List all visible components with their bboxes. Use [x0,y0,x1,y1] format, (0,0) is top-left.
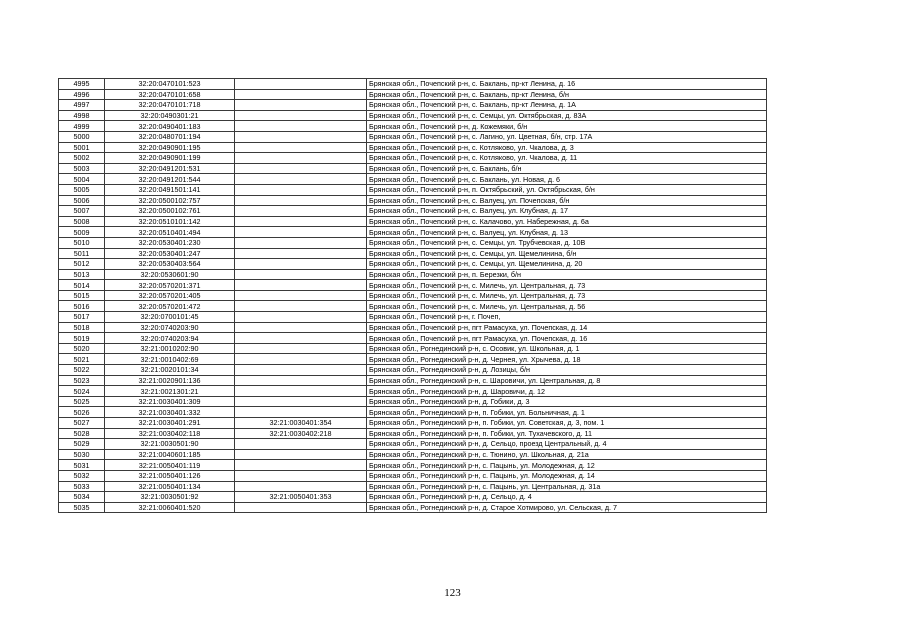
table-row [59,492,767,503]
table-row [59,333,767,344]
linked-cadastral-number-cell [235,153,367,164]
table-row [59,428,767,439]
cadastral-number-cell: 32:20:0530401:247 [105,248,235,259]
row-number-cell: 5003 [59,163,105,174]
row-number-cell: 5026 [59,407,105,418]
cadastral-number-cell: 32:20:0570201:472 [105,301,235,312]
row-number-cell: 5031 [59,460,105,471]
row-number-cell: 5025 [59,396,105,407]
row-number-cell: 5014 [59,280,105,291]
address-cell: Брянская обл., Почепский р-н, с. Валуец, ул. Почепская, б/н [367,195,767,206]
row-number-cell: 5027 [59,418,105,429]
linked-cadastral-number-cell [235,206,367,217]
row-number-cell: 5013 [59,269,105,280]
address-cell: Брянская обл., Почепский р-н, г. Почеп, [367,312,767,323]
row-number-cell: 5033 [59,481,105,492]
table-row [59,365,767,376]
table-row [59,184,767,195]
cadastral-number-cell: 32:21:0040601:185 [105,449,235,460]
cadastral-number-cell: 32:20:0490901:195 [105,142,235,153]
address-cell: Брянская обл., Почепский р-н, с. Баклань, ул. Новая, д. 6 [367,174,767,185]
cadastral-number-cell: 32:21:0050401:126 [105,470,235,481]
cadastral-number-cell: 32:20:0490301:21 [105,110,235,121]
linked-cadastral-number-cell: 32:21:0050401:353 [235,492,367,503]
linked-cadastral-number-cell [235,100,367,111]
cadastral-number-cell: 32:20:0490901:199 [105,153,235,164]
linked-cadastral-number-cell [235,131,367,142]
linked-cadastral-number-cell [235,502,367,513]
linked-cadastral-number-cell [235,333,367,344]
table-row [59,269,767,280]
address-cell: Брянская обл., Почепский р-н, с. Валуец, ул. Клубная, д. 13 [367,227,767,238]
linked-cadastral-number-cell [235,354,367,365]
table-row [59,110,767,121]
row-number-cell: 5022 [59,365,105,376]
linked-cadastral-number-cell: 32:21:0030401:354 [235,418,367,429]
row-number-cell: 5028 [59,428,105,439]
row-number-cell: 5017 [59,312,105,323]
row-number-cell: 5015 [59,290,105,301]
table-row [59,407,767,418]
linked-cadastral-number-cell [235,79,367,90]
row-number-cell: 5010 [59,237,105,248]
cadastral-number-cell: 32:20:0491501:141 [105,184,235,195]
linked-cadastral-number-cell [235,470,367,481]
address-cell: Брянская обл., Почепский р-н, с. Калачово, ул. Набережная, д. 6а [367,216,767,227]
cadastral-number-cell: 32:20:0740203:90 [105,322,235,333]
row-number-cell: 5000 [59,131,105,142]
linked-cadastral-number-cell [235,174,367,185]
address-cell: Брянская обл., Почепский р-н, с. Семцы, ул. Щемелинина, б/н [367,248,767,259]
table-row [59,301,767,312]
row-number-cell: 4999 [59,121,105,132]
table-row [59,195,767,206]
row-number-cell: 5011 [59,248,105,259]
address-cell: Брянская обл., Рогнединский р-н, с. Тюнино, ул. Школьная, д. 21а [367,449,767,460]
address-cell: Брянская обл., Рогнединский р-н, д. Лозицы, б/н [367,365,767,376]
address-cell: Брянская обл., Почепский р-н, с. Лагино, ул. Цветная, б/н, стр. 17А [367,131,767,142]
linked-cadastral-number-cell [235,396,367,407]
linked-cadastral-number-cell [235,460,367,471]
address-cell: Брянская обл., Почепский р-н, с. Милечь, ул. Центральная, д. 56 [367,301,767,312]
linked-cadastral-number-cell: 32:21:0030402:218 [235,428,367,439]
row-number-cell: 4998 [59,110,105,121]
linked-cadastral-number-cell [235,312,367,323]
cadastral-number-cell: 32:21:0030401:309 [105,396,235,407]
table-row [59,153,767,164]
address-cell: Брянская обл., Почепский р-н, п. Березки, б/н [367,269,767,280]
row-number-cell: 4995 [59,79,105,90]
table-row [59,502,767,513]
row-number-cell: 5008 [59,216,105,227]
address-cell: Брянская обл., Рогнединский р-н, с. Пацынь, ул. Молодежная, д. 14 [367,470,767,481]
cadastral-number-cell: 32:20:0570201:405 [105,290,235,301]
cadastral-number-cell: 32:20:0530401:230 [105,237,235,248]
table-row [59,131,767,142]
row-number-cell: 5032 [59,470,105,481]
address-cell: Брянская обл., Почепский р-н, п. Октябрьский, ул. Октябрьская, б/н [367,184,767,195]
table-row [59,100,767,111]
linked-cadastral-number-cell [235,481,367,492]
linked-cadastral-number-cell [235,163,367,174]
cadastral-number-cell: 32:20:0470101:523 [105,79,235,90]
row-number-cell: 4997 [59,100,105,111]
linked-cadastral-number-cell [235,343,367,354]
table-row [59,290,767,301]
linked-cadastral-number-cell [235,439,367,450]
row-number-cell: 5030 [59,449,105,460]
table-row [59,418,767,429]
row-number-cell: 5002 [59,153,105,164]
address-cell: Брянская обл., Почепский р-н, с. Баклань, пр-кт Ленина, д. 1А [367,100,767,111]
table-row [59,481,767,492]
address-cell: Брянская обл., Рогнединский р-н, д. Шаровичи, д. 12 [367,386,767,397]
address-cell: Брянская обл., Почепский р-н, д. Кожемяки, б/н [367,121,767,132]
row-number-cell: 5016 [59,301,105,312]
cadastral-number-cell: 32:21:0030401:291 [105,418,235,429]
cadastral-number-cell: 32:21:0060401:520 [105,502,235,513]
row-number-cell: 5018 [59,322,105,333]
row-number-cell: 5012 [59,259,105,270]
table-row [59,470,767,481]
address-cell: Брянская обл., Почепский р-н, пгт Рамасуха, ул. Почепская, д. 14 [367,322,767,333]
linked-cadastral-number-cell [235,121,367,132]
table-row [59,375,767,386]
row-number-cell: 5035 [59,502,105,513]
table-row [59,449,767,460]
address-cell: Брянская обл., Рогнединский р-н, п. Гобики, ул. Советская, д. 3, пом. 1 [367,418,767,429]
cadastral-number-cell: 32:20:0510401:494 [105,227,235,238]
cadastral-number-cell: 32:20:0530601:90 [105,269,235,280]
linked-cadastral-number-cell [235,227,367,238]
page-number: 123 [444,587,461,599]
address-cell: Брянская обл., Рогнединский р-н, д. Гобики, д. 3 [367,396,767,407]
cadastral-number-cell: 32:21:0030501:90 [105,439,235,450]
cadastral-number-cell: 32:20:0470101:718 [105,100,235,111]
table-row [59,79,767,90]
row-number-cell: 5024 [59,386,105,397]
linked-cadastral-number-cell [235,269,367,280]
linked-cadastral-number-cell [235,449,367,460]
table-row [59,89,767,100]
table-row [59,439,767,450]
cadastral-number-cell: 32:20:0510101:142 [105,216,235,227]
row-number-cell: 5021 [59,354,105,365]
cadastral-number-cell: 32:20:0491201:531 [105,163,235,174]
registry-table [58,78,767,513]
address-cell: Брянская обл., Почепский р-н, с. Семцы, ул. Октябрьская, д. 83А [367,110,767,121]
linked-cadastral-number-cell [235,259,367,270]
table-row [59,280,767,291]
row-number-cell: 5006 [59,195,105,206]
linked-cadastral-number-cell [235,280,367,291]
address-cell: Брянская обл., Рогнединский р-н, с. Пацынь, ул. Центральная, д. 31а [367,481,767,492]
table-row [59,142,767,153]
cadastral-number-cell: 32:21:0030402:118 [105,428,235,439]
row-number-cell: 5019 [59,333,105,344]
cadastral-number-cell: 32:20:0491201:544 [105,174,235,185]
cadastral-number-cell: 32:21:0050401:119 [105,460,235,471]
table-row [59,237,767,248]
linked-cadastral-number-cell [235,216,367,227]
address-cell: Брянская обл., Рогнединский р-н, с. Шаровичи, ул. Центральная, д. 8 [367,375,767,386]
cadastral-number-cell: 32:21:0050401:134 [105,481,235,492]
table-row [59,343,767,354]
table-row [59,259,767,270]
cadastral-number-cell: 32:20:0500102:757 [105,195,235,206]
address-cell: Брянская обл., Рогнединский р-н, д. Сельцо, проезд Центральный, д. 4 [367,439,767,450]
cadastral-number-cell: 32:20:0530403:564 [105,259,235,270]
table-row [59,322,767,333]
row-number-cell: 5029 [59,439,105,450]
linked-cadastral-number-cell [235,290,367,301]
address-cell: Брянская обл., Почепский р-н, пгт Рамасуха, ул. Почепская, д. 16 [367,333,767,344]
address-cell: Брянская обл., Рогнединский р-н, д. Чернея, ул. Хрычева, д. 18 [367,354,767,365]
linked-cadastral-number-cell [235,89,367,100]
table-row [59,386,767,397]
cadastral-number-cell: 32:20:0500102:761 [105,206,235,217]
row-number-cell: 5009 [59,227,105,238]
registry-table-body [59,79,767,513]
table-row [59,312,767,323]
address-cell: Брянская обл., Рогнединский р-н, с. Осовик, ул. Школьная, д. 1 [367,343,767,354]
cadastral-number-cell: 32:21:0010202:90 [105,343,235,354]
cadastral-number-cell: 32:21:0030501:92 [105,492,235,503]
table-row [59,354,767,365]
cadastral-number-cell: 32:21:0020901:136 [105,375,235,386]
row-number-cell: 4996 [59,89,105,100]
linked-cadastral-number-cell [235,322,367,333]
address-cell: Брянская обл., Почепский р-н, с. Валуец, ул. Клубная, д. 17 [367,206,767,217]
cadastral-number-cell: 32:21:0021301:21 [105,386,235,397]
linked-cadastral-number-cell [235,142,367,153]
linked-cadastral-number-cell [235,184,367,195]
address-cell: Брянская обл., Почепский р-н, с. Семцы, ул. Трубчевская, д. 10В [367,237,767,248]
address-cell: Брянская обл., Почепский р-н, с. Милечь, ул. Центральная, д. 73 [367,290,767,301]
linked-cadastral-number-cell [235,237,367,248]
address-cell: Брянская обл., Почепский р-н, с. Баклань, пр-кт Ленина, б/н [367,89,767,100]
cadastral-number-cell: 32:21:0020101:34 [105,365,235,376]
table-row [59,121,767,132]
table-row [59,163,767,174]
address-cell: Брянская обл., Почепский р-н, с. Баклань, б/н [367,163,767,174]
address-cell: Брянская обл., Почепский р-н, с. Котляково, ул. Чкалова, д. 3 [367,142,767,153]
row-number-cell: 5020 [59,343,105,354]
linked-cadastral-number-cell [235,110,367,121]
address-cell: Брянская обл., Почепский р-н, с. Баклань, пр-кт Ленина, д. 16 [367,79,767,90]
cadastral-number-cell: 32:20:0700101:45 [105,312,235,323]
row-number-cell: 5005 [59,184,105,195]
table-row [59,460,767,471]
linked-cadastral-number-cell [235,375,367,386]
linked-cadastral-number-cell [235,365,367,376]
cadastral-number-cell: 32:21:0010402:69 [105,354,235,365]
cadastral-number-cell: 32:20:0470101:658 [105,89,235,100]
cadastral-number-cell: 32:20:0490401:183 [105,121,235,132]
table-row [59,216,767,227]
address-cell: Брянская обл., Рогнединский р-н, п. Гобики, ул. Тухачевского, д. 11 [367,428,767,439]
linked-cadastral-number-cell [235,248,367,259]
address-cell: Брянская обл., Рогнединский р-н, п. Гобики, ул. Больничная, д. 1 [367,407,767,418]
row-number-cell: 5001 [59,142,105,153]
cadastral-number-cell: 32:20:0740203:94 [105,333,235,344]
address-cell: Брянская обл., Рогнединский р-н, с. Пацынь, ул. Молодежная, д. 12 [367,460,767,471]
table-row [59,227,767,238]
cadastral-number-cell: 32:20:0480701:194 [105,131,235,142]
linked-cadastral-number-cell [235,301,367,312]
table-row [59,206,767,217]
cadastral-number-cell: 32:20:0570201:371 [105,280,235,291]
linked-cadastral-number-cell [235,386,367,397]
table-row [59,248,767,259]
table-row [59,396,767,407]
linked-cadastral-number-cell [235,407,367,418]
row-number-cell: 5004 [59,174,105,185]
table-row [59,174,767,185]
row-number-cell: 5034 [59,492,105,503]
cadastral-number-cell: 32:21:0030401:332 [105,407,235,418]
linked-cadastral-number-cell [235,195,367,206]
address-cell: Брянская обл., Рогнединский р-н, д. Сельцо, д. 4 [367,492,767,503]
address-cell: Брянская обл., Почепский р-н, с. Семцы, ул. Щемелинина, д. 20 [367,259,767,270]
row-number-cell: 5007 [59,206,105,217]
address-cell: Брянская обл., Почепский р-н, с. Милечь, ул. Центральная, д. 73 [367,280,767,291]
address-cell: Брянская обл., Почепский р-н, с. Котляково, ул. Чкалова, д. 11 [367,153,767,164]
address-cell: Брянская обл., Рогнединский р-н, д. Старое Хотмирово, ул. Сельская, д. 7 [367,502,767,513]
row-number-cell: 5023 [59,375,105,386]
